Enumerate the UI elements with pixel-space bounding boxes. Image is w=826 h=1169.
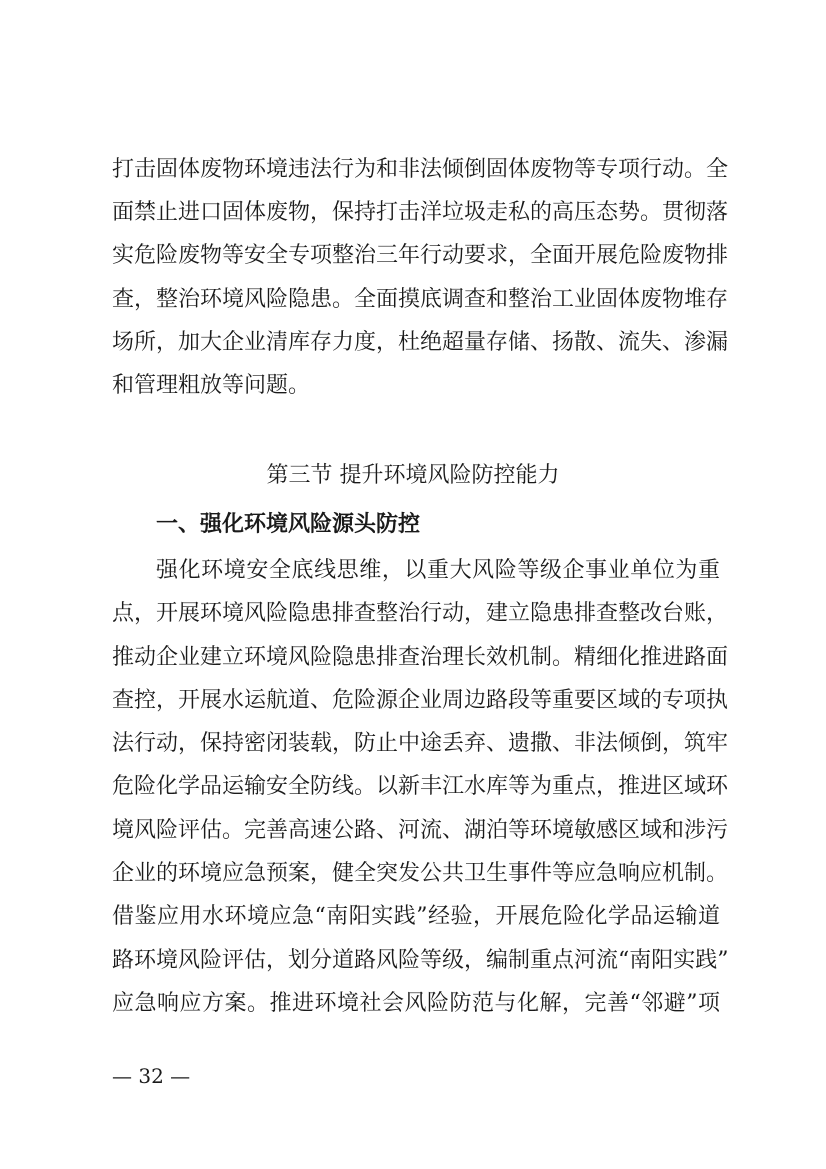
paragraph-line: 应急响应方案。推进环境社会风险防范与化解，完善“邻避”项 <box>112 991 720 1016</box>
paragraph-line: 打击固体废物环境违法行为和非法倾倒固体废物等专项行动。全 <box>112 157 729 182</box>
subsection-heading: 一、强化环境风险源头防控 <box>156 512 421 537</box>
paragraph-line: 路环境风险评估，划分道路风险等级，编制重点河流“南阳实践” <box>112 948 729 973</box>
paragraph-line: 境风险评估。完善高速公路、河流、湖泊等环境敏感区域和涉污 <box>112 818 729 843</box>
paragraph-line: 企业的环境应急预案，健全突发公共卫生事件等应急响应机制。 <box>112 861 729 886</box>
paragraph-line: 面禁止进口固体废物，保持打击洋垃圾走私的高压态势。贯彻落 <box>112 200 729 225</box>
paragraph-line: 借鉴应用水环境应急“南阳实践”经验，开展危险化学品运输道 <box>112 904 720 929</box>
paragraph-line: 查，整治环境风险隐患。全面摸底调查和整治工业固体废物堆存 <box>112 287 729 312</box>
paragraph-line: 实危险废物等安全专项整治三年行动要求，全面开展危险废物排 <box>112 243 729 268</box>
paragraph-line: 推动企业建立环境风险隐患排查治理长效机制。精细化推进路面 <box>112 645 729 670</box>
section-title: 第三节 提升环境风险防控能力 <box>266 463 560 488</box>
paragraph-line: 强化环境安全底线思维，以重大风险等级企事业单位为重 <box>156 558 720 583</box>
paragraph-line: 和管理粗放等问题。 <box>112 373 311 398</box>
paragraph-line: 危险化学品运输安全防线。以新丰江水库等为重点，推进区域环 <box>112 774 729 799</box>
paragraph-line: 点，开展环境风险隐患排查整治行动，建立隐患排查整改台账， <box>112 601 729 626</box>
paragraph-line: 法行动，保持密闭装载，防止中途丢弃、遗撒、非法倾倒，筑牢 <box>112 731 729 756</box>
page-number: — 32 — <box>112 1064 191 1088</box>
paragraph-line: 场所，加大企业清库存力度，杜绝超量存储、扬散、流失、渗漏 <box>112 330 729 355</box>
paragraph-line: 查控，开展水运航道、危险源企业周边路段等重要区域的专项执 <box>112 688 729 713</box>
